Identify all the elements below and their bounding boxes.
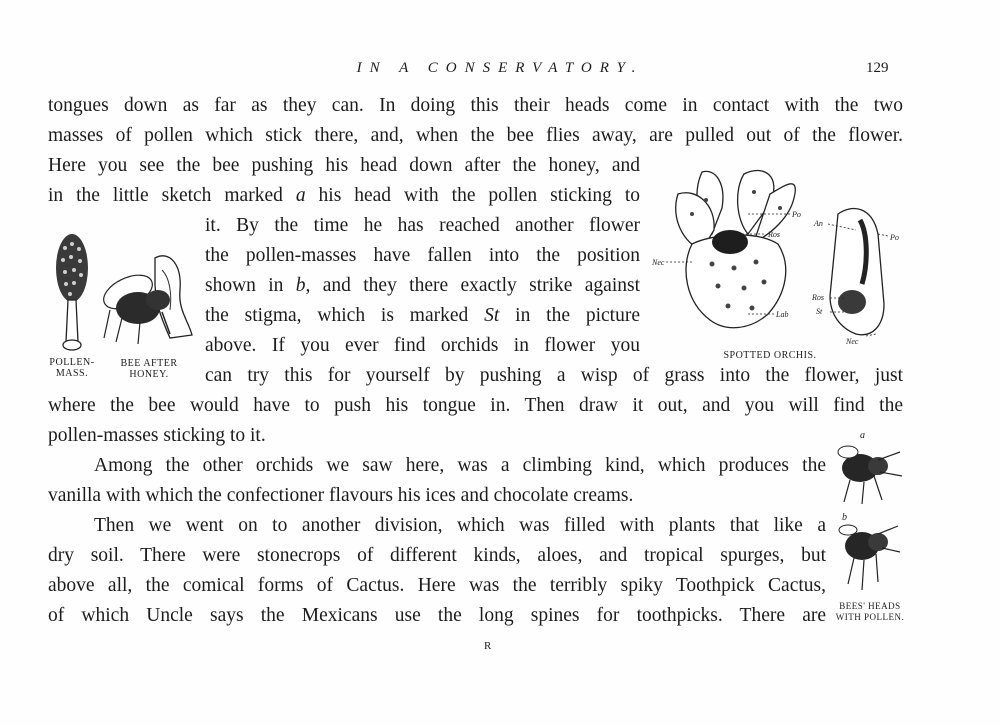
bee-after-honey-illustration bbox=[100, 250, 200, 345]
running-title: IN A CONSERVATORY. bbox=[356, 60, 644, 76]
bee-head-a-illustration bbox=[830, 430, 910, 510]
spotted-orchis-caption: SPOTTED ORCHIS. bbox=[723, 350, 817, 361]
spotted-orchis-illustration bbox=[652, 164, 907, 344]
svg-text:Nec: Nec bbox=[846, 337, 859, 346]
svg-text:Po: Po bbox=[890, 233, 899, 242]
bee-after-honey-caption: BEE AFTER HONEY. bbox=[120, 358, 178, 380]
signature-mark: R bbox=[484, 640, 492, 652]
text-line: Among the other orchids we saw here, was a climbing kind, which produces the bbox=[94, 455, 826, 476]
text-line: pollen-masses sticking to it. bbox=[48, 425, 266, 446]
text-line: the pollen-masses have fallen into the position bbox=[205, 245, 640, 266]
text-line: where the bee would have to push his tongue in. Then draw it out, and you will find the bbox=[48, 395, 903, 416]
text-line: the stigma, which is marked St in the picture bbox=[205, 305, 640, 326]
text-line: dry soil. There were stonecrops of different kinds, aloes, and tropical spurges, but bbox=[48, 545, 826, 566]
text-line: in the little sketch marked a his head with the pollen sticking to bbox=[48, 185, 640, 206]
svg-text:Ros: Ros bbox=[768, 230, 780, 239]
text-line: shown in b, and they there exactly strike against bbox=[205, 275, 641, 296]
pollen-mass-caption: POLLEN- MASS. bbox=[49, 357, 95, 379]
text-line: tongues down as far as they can. In doing this their heads come in contact with the two bbox=[48, 95, 903, 116]
svg-text:St: St bbox=[816, 307, 823, 316]
text-line: can try this for yourself by pushing a wisp of grass into the flower, just bbox=[205, 365, 903, 386]
svg-text:b: b bbox=[842, 512, 847, 523]
text-line: of which Uncle says the Mexicans use the long spines for toothpicks. There are bbox=[48, 605, 826, 626]
text-line: Here you see the bee pushing his head down after the honey, and bbox=[48, 155, 640, 176]
svg-text:An: An bbox=[814, 219, 823, 228]
text-line: above all, the comical forms of Cactus. Here was the terribly spiky Toothpick Cactus, bbox=[48, 575, 826, 596]
page-number: 129 bbox=[866, 60, 889, 76]
bees-heads-caption: BEES' HEADS WITH POLLEN. bbox=[835, 601, 905, 622]
svg-text:Nec: Nec bbox=[652, 258, 665, 267]
svg-text:Ros: Ros bbox=[812, 293, 824, 302]
pollen-mass-illustration bbox=[52, 230, 92, 360]
text-line: masses of pollen which stick there, and, when the bee flies away, are pulled out of the flower. bbox=[48, 125, 903, 146]
text-line: it. By the time he has reached another flower bbox=[205, 215, 640, 236]
svg-text:Po: Po bbox=[792, 210, 801, 219]
text-line: Then we went on to another division, which was filled with plants that like a bbox=[94, 515, 826, 536]
svg-text:Lab: Lab bbox=[776, 310, 789, 319]
bee-head-b-illustration bbox=[834, 512, 910, 598]
text-line: vanilla with which the confectioner flavours his ices and chocolate creams. bbox=[48, 485, 634, 506]
svg-text:a: a bbox=[860, 430, 865, 441]
text-line: above. If you ever find orchids in flower you bbox=[205, 335, 640, 356]
